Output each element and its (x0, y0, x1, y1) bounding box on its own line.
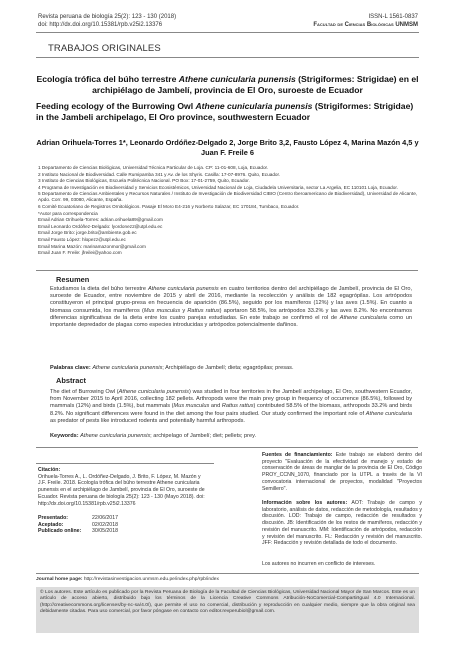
resumen-heading: Resumen (56, 275, 90, 284)
journal-home: Journal home page: http://revistasinvestigacion.unmsm.edu.pe/index.php/rpb/index (36, 577, 219, 582)
funding-block (262, 452, 422, 492)
title-spanish: Ecología trófica del búho terrestre Athene cunicularia punensis (Strigiformes: Strigidae) en el archipiélago de Jambelí, provincia de El Oro, suroeste de Ecuador (36, 74, 419, 95)
publication-dates (38, 515, 118, 535)
license-box: © Los autores. Este artículo es publicado por la Revista Peruana de Biología de la Facultad de Ciencias Biológicas, Universidad Nacional Mayor de San Marcos. Este es un artículo de acceso abierto, distribuido bajo los términos de la Licencia Creative Commons Atribución-NoComercial-CompartirIgual 4.0 Internacional.(http://creativecommons.org/licenses/by-nc-sa/4.0/), que permite el uso no comercial, distribución y reproducción en cualquier medio, siempre que la obra original sea debidamente citadas. Para uso comercial, por favor póngase en contacto con editor.revperubiol@gmail.com. (36, 587, 419, 633)
author-info-text: AOT: Trabajo de campo y laboratorio, análisis de datos, redacción de metodología, resultados y discusión. LOD: Trabajo de campo, redacción de resultados y discusión. JB: Identificación de los restos de mamíferos, redacción y revisión del manuscrito. MM: Identificación de artrópodos, redacción y revisión del manuscrito. FL: Redacción y revisión del manuscrito. JFF: Redacción y revisión detallada de todo el documento. (262, 500, 423, 547)
resumen-text: Estudiamos la dieta del búho terrestre Athene cunicularia punensis en cuatro territorios dentro del archipiélago de Jambelí, provincia de El Oro, suroeste de Ecuador, entre noviembre de 2015 y abril de 2016, mediante la recolección y análisis de 182 egagrópilas. Los artrópodos constituyeron el principal grupo-presa en frecuencia de aparición (86.5%), seguido por los mamíferos (12%) y las aves (1.5%). En cuanto a biomasa consumida, los mamíferos (Mus musculus y Rattus rattus) aportaron 58.5%, los artrópodos 33.2% y las aves 8.2%. No encontramos diferencias significativas de la dieta entre los cuatro parejas estudiadas. En este trabajo se confirmó el rol de Athene cunicularia como un importante depredador de plagas como especies introducidas y artrópodos potencialmente dañinos. (50, 286, 413, 329)
date-row: Publicado online: 30/05/2018 (38, 528, 118, 535)
conflict-statement: Los autores no incurren en conflicto de intereses. (262, 561, 376, 567)
citation-divider (36, 463, 214, 464)
running-header-right (313, 14, 418, 29)
author-info-label: Información sobre los autores: (262, 500, 348, 506)
author-email: Email Jorge Brito: jorge.brito@ambiente.gob.ec (38, 230, 137, 236)
funding-text: Este trabajo se elaboró dentro del proyecto "Evaluación de la efectividad de manejo y estado de conservación de áreas de manglar de la provincia de El Oro, Código PROY_CCNN_1070, financiado por la UTPL a través de la VI convocatoria internacional de proyectos, modalidad "Proyectos Semillero". (262, 452, 422, 492)
abstract-text: The diet of Burrowing Owl (Athene cunicularia punensis) was studied in four territories in the Jambelí archipelago, El Oro, southwestern Ecuador, from November 2015 to April 2016, collecting 182 pellets. Arthropods were the main prey group in frequency of occurrence (86.5%), followed by mammals (12%) and birds (1.5%), but mammals (Mus musculus and Rattus rattus) contributed 58.5% of the biomass, arthropods 33.2% and birds 8.2%. No significant differences were found in the diet among the four pairs studied. Our study confirmed the important role of Athene cunicularia as predator of pests like introduced rodents and potentially harmful arthropods. (50, 389, 412, 424)
date-row: Aceptado: 02/02/2018 (38, 521, 118, 528)
date-row: Presentado: 22/06/2017 (38, 515, 118, 521)
affiliations (38, 165, 418, 257)
footer-divider (36, 573, 419, 574)
affiliation-line: 4 Programa de Investigación en Biodiversidad y Servicios Ecosistémicos, Universidad Nacional de Loja, Ciudadela Universitaria, sector La Argelia, EC 110101 Loja, Ecuador. (38, 184, 399, 190)
author-info-block (262, 500, 422, 547)
running-header-left (38, 14, 176, 29)
title-english: Feeding ecology of the Burrowing Owl Athene cunicularia punensis (Strigiformes: Strigidae) in the Jambeli archipelago, El Oro province, southwestern Ecuador (36, 101, 414, 122)
citation-block (38, 467, 208, 507)
faculty-name: Facultad de Ciencias Biológicas UNMSM (313, 21, 418, 28)
header-divider (36, 32, 419, 33)
citation-text: Orihuela-Torres A., L. Ordóñez-Delgado, J. Brito, F. López, M. Mazón y J.F. Freile. 2018. Ecología trófica del búho terrestre Athene cunicularia punensis en el archipiélago de Jambelí, provincia de El Oro, suroeste de Ecuador. Revista peruana de biología 25(2): 123 - 130 (Mayo 2018). doi: http://dx.doi.org/10.15381/rpb.v25i2.13376 (38, 473, 205, 507)
funding-label: Fuentes de financiamiento: (262, 452, 333, 458)
affiliation-line: 5 Departamento de Ciencias Ambientales y Recursos Naturales / Instituto de Investigación de Biodiversidad CIBIO (Centro Iberoamericano de Biodiversidad), Universidad de Alicante, Apdo. Corr. 99, 03080, Alicante, España. (38, 191, 418, 203)
affiliation-line: 6 Comité Ecuatoriano de Registros Ornitológicos. Pasaje El Moro E4-216 y Norberto Salazar, EC 170184, Tumbaco, Ecuador. (38, 204, 300, 210)
section-divider (36, 57, 419, 58)
keywords: Keywords: Athene cunicularia punensis; archipelago of Jambelí; diet; pellets; prey. (50, 433, 257, 439)
journal-home-link[interactable]: http://revistasinvestigacion.unmsm.edu.pe/index.php/rpb/index (83, 577, 219, 582)
author-email: Email Fausto López: hlopezz@utpl.edu.ec (38, 237, 126, 243)
doi-reference: doi: http://dx.doi.org/10.15381/rpb.v25i2.13376 (38, 21, 163, 28)
section-label: TRABAJOS ORIGINALES (48, 43, 161, 54)
affiliation-line: 3 Instituto de Ciencias Biológicas, Escuela Politécnica Nacional. PO Box: 17-01-2759, Quito, Ecuador. (38, 178, 250, 184)
palabras-clave: Palabras clave: Athene cunicularia punensis; Archipiélago de Jambelí; dieta; egagrópilas; presas. (50, 365, 294, 371)
author-email: Email Marina Mazón: marinamazonmor@gmail.com (38, 243, 146, 249)
issn: ISSN-L 1561-0837 (368, 14, 418, 20)
citation-label: Citación: (38, 467, 61, 473)
affiliation-line: 1 Departamento de Ciencias Biológicas, Universidad Técnica Particular de Loja. CP: 11-01-608, Loja, Ecuador. (38, 165, 269, 170)
journal-reference: Revista peruana de biología 25(2): 123 - 130 (2018) (38, 14, 177, 20)
author-email: Email Adrian Orihuela-Torres: adrian.orihuela89@gmail.com (38, 217, 163, 223)
author-email: Email Juan F. Freile: jfreilei@yahoo.com (38, 250, 122, 256)
author-email: Email Leonardo Ordóñez-Delgado: lyordonez2@utpl.edu.ec (38, 223, 163, 229)
author-list: Adrian Orihuela-Torres 1*, Leonardo Ordóñez-Delgado 2, Jorge Brito 3,2, Fausto López 4, Marina Mazón 4,5 y Juan F. Freile 6 (36, 138, 419, 157)
abstract-heading: Abstract (56, 376, 86, 385)
corresponding-note: *Autor para correspondencia (38, 210, 98, 216)
affiliation-line: 2 Instituto Nacional de Biodiversidad. Calle Rumipamba 341 y Av. de los Shyris. Casilla: 17-07-8976. Quito, Ecuador. (38, 171, 281, 177)
